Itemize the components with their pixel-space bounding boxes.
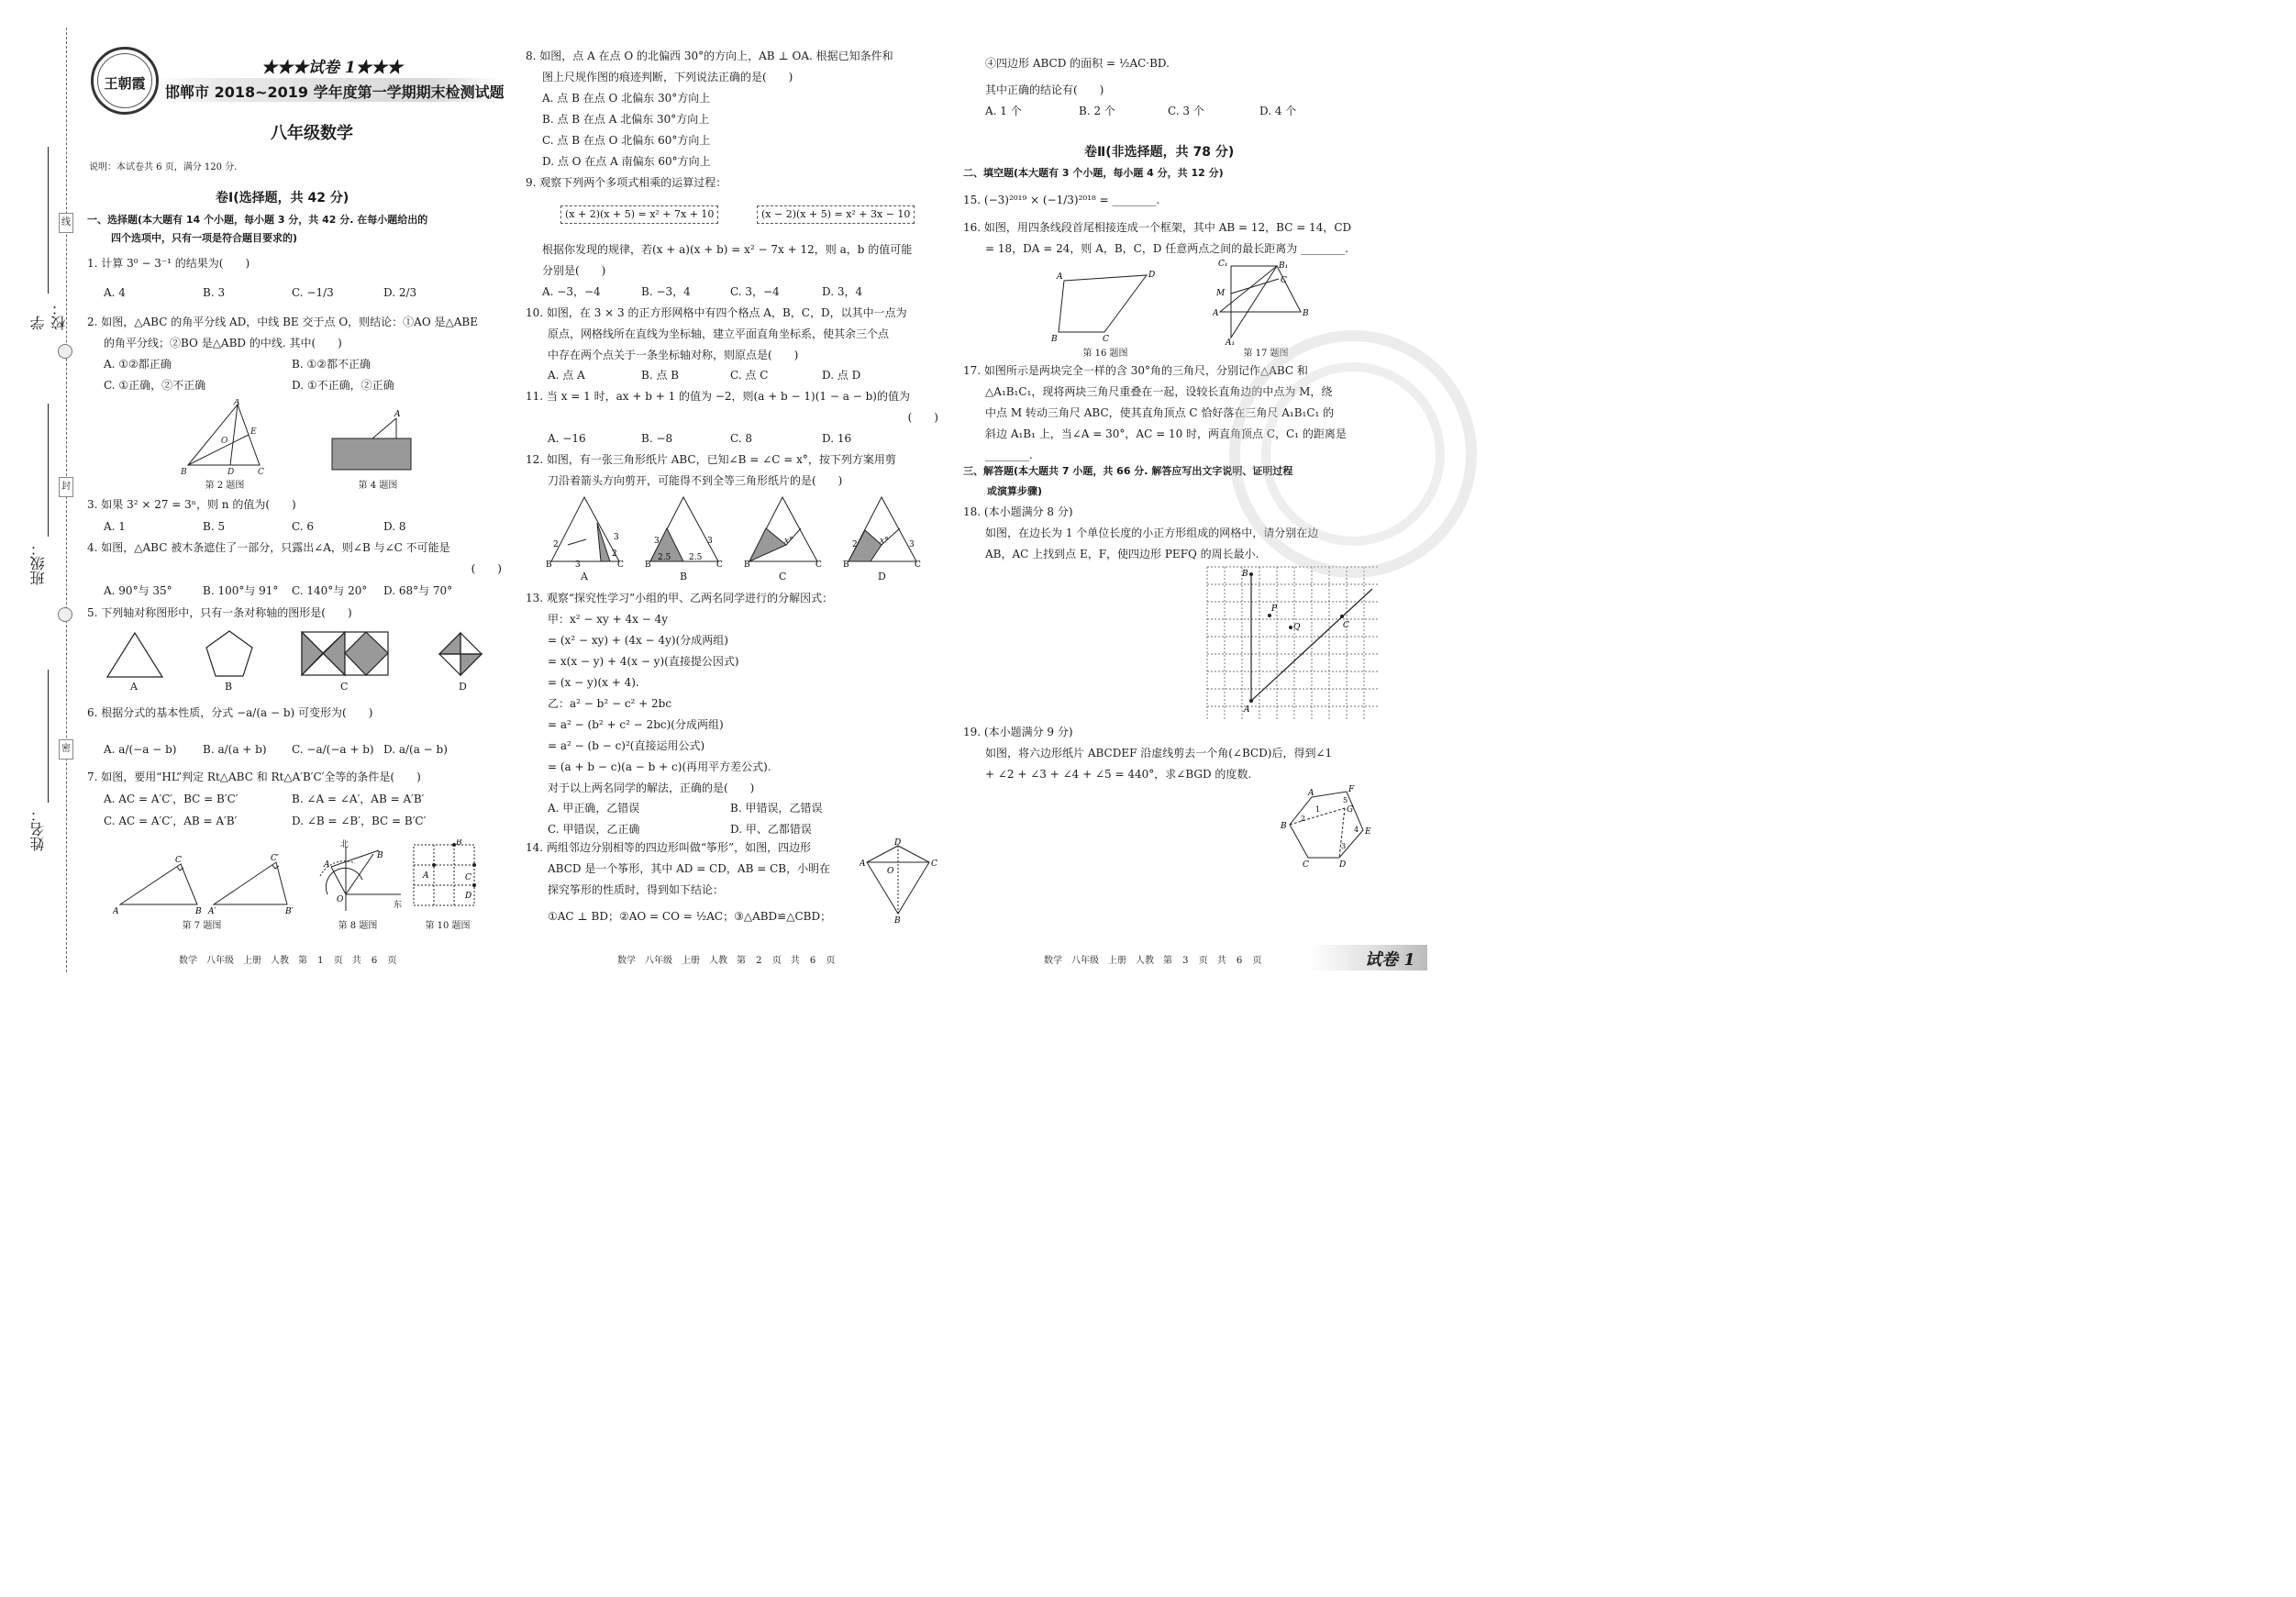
q13-option-b[interactable]: B. 甲错误，乙错误 [730, 802, 823, 815]
figure-q4-caption: 第 4 题图 [358, 481, 398, 491]
svg-text:A: A [234, 399, 240, 407]
svg-text:B: B [843, 560, 849, 569]
svg-text:A: A [1213, 309, 1219, 318]
part2-heading: 二、填空题(本大题有 3 个小题，每小题 4 分，共 12 分) [963, 167, 1224, 179]
q11-option-a[interactable]: A. −16 [548, 432, 586, 445]
q7-option-a[interactable]: A. AC = A′C′，BC = B′C′ [104, 793, 238, 805]
q14-option-a[interactable]: A. 1 个 [985, 105, 1022, 117]
svg-text:C: C [258, 468, 264, 477]
svg-text:O: O [887, 867, 894, 876]
svg-text:3: 3 [654, 537, 660, 546]
q12-label-d: D [878, 571, 886, 582]
q8-option-a[interactable]: A. 点 B 在点 O 北偏东 30°方向上 [542, 92, 711, 105]
class-label: 班级： [29, 541, 47, 585]
q3-option-b[interactable]: B. 5 [203, 520, 226, 533]
figure-q2-triangle [179, 399, 271, 478]
q13-option-c[interactable]: C. 甲错误，乙正确 [548, 823, 640, 836]
figure-q4-covered-triangle [330, 404, 422, 477]
binding-mark-secret: 密 [59, 739, 73, 760]
svg-text:2.5: 2.5 [658, 553, 671, 562]
figure-q17-caption: 第 17 题图 [1243, 349, 1289, 359]
svg-text:C: C [1103, 335, 1109, 343]
svg-text:B: B [456, 839, 462, 848]
q14-option-d[interactable]: D. 4 个 [1259, 105, 1297, 117]
q12-label-c: C [779, 571, 787, 582]
q4-option-c[interactable]: C. 140°与 20° [292, 584, 368, 597]
svg-text:Q: Q [1293, 623, 1301, 632]
q2-option-c[interactable]: C. ①正确，②不正确 [104, 379, 206, 392]
svg-text:3: 3 [614, 533, 619, 542]
q5-label-a: A [130, 681, 138, 693]
svg-text:A: A [1244, 705, 1250, 715]
q13-line: 甲：x² − xy + 4x − 4y [548, 613, 668, 626]
q16: 16. 如图，用四条线段首尾相接连成一个框架，其中 AB = 12，BC = 14，CD = 18，DA = 24，则 A，B，C，D 任意两点之间的最长距离为 ________. [963, 221, 1352, 255]
q13-line: = a² − (b² + c² − 2bc)(分成两组) [548, 718, 724, 731]
svg-text:M: M [1216, 289, 1226, 298]
svg-text:C′: C′ [271, 854, 279, 863]
watermark-inner-circle [1261, 362, 1445, 546]
q9-option-d[interactable]: D. 3，4 [822, 285, 863, 298]
svg-text:C: C [175, 856, 182, 865]
q11-option-d[interactable]: D. 16 [822, 432, 852, 445]
q6-option-d[interactable]: D. a/(a − b) [383, 743, 448, 756]
name-underline [48, 670, 49, 803]
svg-text:C: C [1303, 860, 1309, 870]
q19: 19. (本小题满分 9 分) 如图，将六边形纸片 ABCDEF 沿虚线剪去一个角(∠BCD)后，得到∠1 + ∠2 + ∠3 + ∠4 + ∠5 = 440°，求∠BGD 的度数. [963, 726, 1333, 781]
q10-option-c[interactable]: C. 点 C [730, 369, 769, 382]
school-underline [48, 147, 49, 294]
q7-option-c[interactable]: C. AC = A′C′，AB = A′B′ [104, 815, 238, 827]
q2-option-a[interactable]: A. ①②都正确 [104, 358, 172, 371]
header-stars-title: ★★★试卷 1★★★ [261, 59, 403, 77]
svg-text:B: B [1242, 570, 1248, 579]
q2-option-d[interactable]: D. ①不正确，②正确 [292, 379, 394, 392]
q9-equation-2: (x − 2)(x + 5) = x² + 3x − 10 [757, 205, 915, 224]
figure-q8-north: 北 [340, 840, 349, 849]
svg-text:B: B [894, 916, 901, 923]
svg-text:A₁: A₁ [1226, 338, 1236, 345]
binding-ring-1 [58, 344, 72, 359]
svg-text:F: F [1348, 785, 1355, 794]
q6-option-c[interactable]: C. −a/(−a + b) [292, 743, 374, 756]
svg-text:x°: x° [880, 537, 889, 546]
svg-text:3: 3 [707, 537, 713, 546]
q3-option-d[interactable]: D. 8 [383, 520, 406, 533]
q14-continued: ④四边形 ABCD 的面积 = ½AC·BD. 其中正确的结论有( ) [985, 57, 1170, 96]
q3-option-c[interactable]: C. 6 [292, 520, 315, 533]
q10: 10. 如图，在 3 × 3 的正方形网格中有四个格点 A，B，C，D，以其中一点为 原点，网格线所在直线为坐标轴，建立平面直角坐标系，使其余三个点 中存在两个点关于一条坐标轴对称，则原点是( ) [526, 306, 907, 361]
svg-text:C₁: C₁ [1218, 260, 1228, 269]
column-1 [87, 0, 509, 1000]
q13-question: 对于以上两名同学的解法，正确的是( ) [548, 782, 755, 794]
q10-option-d[interactable]: D. 点 D [822, 369, 861, 382]
svg-text:B: B [181, 468, 187, 477]
page3-footer: 数学 八年级 上册 人教 第 3 页 共 6 页 [1044, 956, 1262, 966]
q7-options [104, 789, 507, 831]
figure-q8-compass [309, 839, 405, 917]
figure-q2-caption: 第 2 题图 [205, 481, 245, 491]
q5-label-c: C [340, 681, 349, 693]
svg-text:C: C [716, 560, 723, 569]
svg-text:B: B [377, 851, 383, 860]
svg-text:C: C [931, 859, 937, 869]
binding-mark-seal: 封 [59, 477, 73, 497]
q5-shape-squares[interactable] [301, 631, 389, 677]
q1-option-a[interactable]: A. 4 [104, 286, 126, 299]
page1-footer: 数学 八年级 上册 人教 第 1 页 共 6 页 [179, 956, 397, 966]
figure-q7-caption: 第 7 题图 [182, 921, 222, 931]
svg-text:B: B [546, 560, 552, 569]
svg-text:E: E [250, 427, 257, 437]
school-label: 学校： [29, 301, 68, 330]
q13-line: = x(x − y) + 4(x − y)(直接提公因式) [548, 655, 739, 668]
q6: 6. 根据分式的基本性质，分式 −a/(a − b) 可变形为( ) [87, 706, 373, 719]
svg-text:3: 3 [575, 560, 581, 569]
q12: 12. 如图，有一张三角形纸片 ABC，已知∠B = ∠C = x°，按下列方案用剪 刀沿着箭头方向剪开，可能得不到全等三角形纸片的是( ) [526, 453, 896, 487]
figure-q16-quadrilateral [1048, 266, 1158, 343]
page2-footer: 数学 八年级 上册 人教 第 2 页 共 6 页 [617, 956, 836, 966]
class-field[interactable] [28, 404, 50, 596]
exam-title: 邯郸市 2018~2019 学年度第一学期期末检测试题 [165, 83, 505, 101]
q11-option-c[interactable]: C. 8 [730, 432, 753, 445]
svg-text:G: G [1347, 805, 1354, 815]
q13-options [548, 798, 942, 840]
exam-note: 说明：本试卷共 6 页，满分 120 分. [89, 162, 238, 172]
figure-q17-set-squares [1213, 259, 1323, 345]
svg-text:D: D [465, 892, 472, 901]
q5-shape-triangle[interactable] [105, 631, 164, 679]
svg-text:E: E [1365, 827, 1371, 837]
q13-line: = (x² − xy) + (4x − 4y)(分成两组) [548, 634, 728, 647]
class-underline [48, 404, 49, 537]
figure-q14-kite [860, 837, 942, 923]
svg-text:C: C [815, 560, 822, 569]
svg-text:A: A [423, 871, 429, 881]
q18: 18. (本小题满分 8 分) 如图，在边长为 1 个单位长度的小正方形组成的网格中，请分别在边 AB，AC 上找到点 E，F，使四边形 PEFQ 的周长最小. [963, 505, 1319, 560]
svg-text:B: B [195, 907, 202, 916]
name-label: 姓名： [29, 807, 47, 851]
svg-text:4: 4 [1354, 826, 1359, 834]
svg-text:D: D [1339, 860, 1347, 870]
school-field[interactable] [28, 147, 68, 330]
figure-q8-east: 东 [394, 901, 403, 910]
binding-dashed-line [66, 28, 67, 972]
figure-q19-hexagon [1275, 784, 1376, 876]
q12-label-b: B [680, 571, 688, 582]
svg-text:2: 2 [1301, 815, 1306, 823]
q8-option-c[interactable]: C. 点 B 在点 O 北偏东 60°方向上 [542, 134, 711, 147]
subject-title: 八年级数学 [271, 124, 353, 143]
section2-title: 卷Ⅱ(非选择题，共 78 分) [1084, 145, 1235, 160]
q13-line: = (a + b − c)(a − b + c)(再用平方差公式). [548, 760, 771, 773]
figure-q18-grid [1203, 563, 1380, 721]
figure-q10-grid [410, 839, 483, 911]
svg-text:C: C [465, 873, 471, 882]
binding-mark-line: 线 [59, 213, 73, 233]
q7-option-d[interactable]: D. ∠B = ∠B′，BC = B′C′ [292, 815, 427, 827]
q5: 5. 下列轴对称图形中，只有一条对称轴的图形是( ) [87, 606, 352, 619]
q11: 11. 当 x = 1 时，ax + b + 1 的值为 −2，则(a + b − 1)(1 − a − b)的值为 ( ) [526, 390, 938, 424]
q3: 3. 如果 3² × 27 = 3ⁿ，则 n 的值为( ) [87, 498, 296, 511]
q2-option-b[interactable]: B. ①②都不正确 [292, 358, 371, 371]
q5-shape-kite-pattern[interactable] [438, 631, 483, 677]
q12-label-a: A [581, 571, 588, 582]
q12-triangle-b[interactable] [645, 494, 724, 569]
figure-q7-right-triangles [113, 853, 305, 917]
column-2 [526, 0, 948, 1000]
figure-q8-caption: 第 8 题图 [338, 921, 378, 931]
q1-option-b[interactable]: B. 3 [203, 286, 226, 299]
q14-option-b[interactable]: B. 2 个 [1079, 105, 1115, 117]
svg-text:2: 2 [612, 549, 617, 559]
svg-text:C: C [1281, 276, 1287, 285]
q9-option-a[interactable]: A. −3，−4 [542, 285, 601, 298]
svg-text:D: D [1148, 271, 1156, 280]
svg-text:A: A [113, 907, 119, 916]
svg-text:A: A [1308, 789, 1314, 798]
svg-text:O: O [221, 437, 228, 446]
svg-text:C: C [1343, 621, 1349, 630]
svg-text:A: A [394, 410, 401, 419]
svg-text:A′: A′ [208, 907, 216, 916]
q7: 7. 如图，要用“HL”判定 Rt△ABC 和 Rt△A′B′C′全等的条件是( ) [87, 771, 421, 783]
binding-ring-2 [58, 607, 72, 622]
figure-q16-caption: 第 16 题图 [1082, 349, 1128, 359]
svg-text:B: B [1281, 822, 1287, 831]
svg-text:B′: B′ [285, 907, 294, 916]
q9-equation-1: (x + 2)(x + 5) = x² + 7x + 10 [560, 205, 718, 224]
name-field[interactable] [28, 670, 50, 867]
svg-text:3: 3 [1341, 842, 1347, 850]
q13-line: 乙：a² − b² − c² + 2bc [548, 697, 672, 710]
svg-text:A: A [1057, 272, 1063, 282]
svg-text:x°: x° [784, 537, 793, 546]
q1-option-c[interactable]: C. −1/3 [292, 286, 334, 299]
q14: 14. 两组邻边分别相等的四边形叫做“筝形”，如图，四边形 ABCD 是一个筝形，其中 AD = CD，AB = CB，小明在 探究筝形的性质时，得到如下结论： ①AC ⊥ BD；②AO = CO = ½AC；③△ABD≌△CBD； [526, 841, 832, 923]
svg-text:D: D [227, 468, 235, 477]
q4: 4. 如图，△ABC 被木条遮住了一部分，只露出∠A，则∠B 与∠C 不可能是 ( ) [87, 541, 502, 575]
part1-heading: 一、选择题(本大题有 14 个小题，每小题 3 分，共 42 分. 在每小题给出的 四个选项中，只有一项是符合题目要求的) [87, 214, 428, 244]
svg-text:B: B [1303, 309, 1309, 318]
q10-option-a[interactable]: A. 点 A [548, 369, 585, 382]
svg-text:5: 5 [1343, 796, 1348, 804]
svg-text:1: 1 [1315, 805, 1321, 814]
q10-option-b[interactable]: B. 点 B [641, 369, 680, 382]
q14-option-c[interactable]: C. 3 个 [1168, 105, 1204, 117]
q6-option-a[interactable]: A. a/(−a − b) [104, 743, 177, 756]
q6-option-b[interactable]: B. a/(a + b) [203, 743, 267, 756]
svg-text:B: B [1051, 335, 1058, 343]
svg-text:B₁: B₁ [1279, 261, 1289, 271]
q8-option-b[interactable]: B. 点 B 在点 A 北偏东 30°方向上 [542, 113, 710, 126]
svg-text:2: 2 [852, 540, 858, 549]
q5-shape-pentagon[interactable] [205, 629, 254, 679]
q5-label-d: D [459, 681, 467, 693]
exam-badge-label: 试卷 1 [1365, 950, 1415, 970]
q15: 15. (−3)²⁰¹⁹ × (−1/3)²⁰¹⁸ = ________. [963, 194, 1160, 206]
q9-option-b[interactable]: B. −3，4 [641, 285, 691, 298]
q9-option-c[interactable]: C. 3，−4 [730, 285, 780, 298]
q13-option-a[interactable]: A. 甲正确，乙错误 [548, 802, 640, 815]
svg-text:A: A [324, 860, 330, 870]
svg-text:P: P [1271, 604, 1278, 614]
q17: 17. 如图所示是两块完全一样的含 30°角的三角尺，分别记作△ABC 和 △A₁B₁C₁，现将两块三角尺重叠在一起，设较长直角边的中点为 M，绕 中点 M 转动三角尺 ABC，使其直角顶点 C 恰好落在三角尺 A₁B₁C₁ 的 斜边 A₁B₁ 上，当∠A = 30°，AC = 10 时，两直角顶点 C，C₁ 的距离是 ________. [963, 364, 1347, 461]
figure-q10-caption: 第 10 题图 [425, 921, 471, 931]
svg-text:B: B [645, 560, 651, 569]
svg-text:C: C [915, 560, 921, 569]
svg-text:2.5: 2.5 [689, 553, 703, 562]
svg-text:O: O [337, 895, 344, 904]
q11-option-b[interactable]: B. −8 [641, 432, 673, 445]
q7-option-b[interactable]: B. ∠A = ∠A′，AB = A′B′ [292, 793, 425, 805]
q8: 8. 如图，点 A 在点 O 的北偏西 30°的方向上，AB ⊥ OA. 根据已知条件和 图上尺规作图的痕迹判断，下列说法正确的是( ) [526, 50, 893, 83]
q12-triangle-a[interactable] [546, 494, 625, 569]
section1-title: 卷Ⅰ(选择题，共 42 分) [216, 191, 349, 205]
q4-option-b[interactable]: B. 100°与 91° [203, 584, 279, 597]
q2: 2. 如图，△ABC 的角平分线 AD，中线 BE 交于点 O，则结论：①AO 是△ABE 的角平分线；②BO 是△ABD 的中线. 其中( ) [87, 316, 478, 349]
q1: 1. 计算 3⁰ − 3⁻¹ 的结果为( ) [87, 257, 250, 270]
q12-triangle-d[interactable] [843, 494, 922, 569]
svg-text:2: 2 [553, 540, 559, 549]
q9-text: 根据你发现的规律，若(x + a)(x + b) = x² − 7x + 12，则 a，b 的值可能 分别是( ) [542, 243, 913, 277]
q13-line: = a² − (b − c)²(直接运用公式) [548, 739, 705, 752]
part3-heading: 三、解答题(本大题共 7 小题，共 66 分. 解答应写出文字说明、证明过程 或演算步骤) [963, 465, 1293, 497]
q12-triangle-c[interactable] [744, 494, 823, 569]
q13-option-d[interactable]: D. 甲、乙都错误 [730, 823, 812, 836]
q9: 9. 观察下列两个多项式相乘的运算过程： [526, 176, 727, 189]
svg-text:B: B [744, 560, 750, 569]
q4-option-d[interactable]: D. 68°与 70° [383, 584, 453, 597]
logo-text: 王朝霞 [104, 75, 146, 92]
q8-option-d[interactable]: D. 点 O 在点 A 南偏东 60°方向上 [542, 155, 711, 168]
q1-option-d[interactable]: D. 2/3 [383, 286, 417, 299]
q13-workings [548, 609, 771, 799]
svg-text:3: 3 [909, 540, 915, 549]
q13-line: = (x − y)(x + 4). [548, 676, 639, 689]
q8-options [542, 88, 711, 172]
binding-strip [0, 0, 83, 1000]
svg-text:D: D [894, 838, 902, 848]
q13: 13. 观察“探究性学习”小组的甲、乙两名同学进行的分解因式： [526, 592, 834, 604]
svg-text:C: C [617, 560, 624, 569]
exam-badge [1308, 945, 1427, 970]
svg-text:A: A [860, 859, 866, 869]
q2-options [104, 354, 507, 396]
q5-label-b: B [225, 681, 233, 693]
q4-option-a[interactable]: A. 90°与 35° [104, 584, 172, 597]
q3-option-a[interactable]: A. 1 [104, 520, 126, 533]
